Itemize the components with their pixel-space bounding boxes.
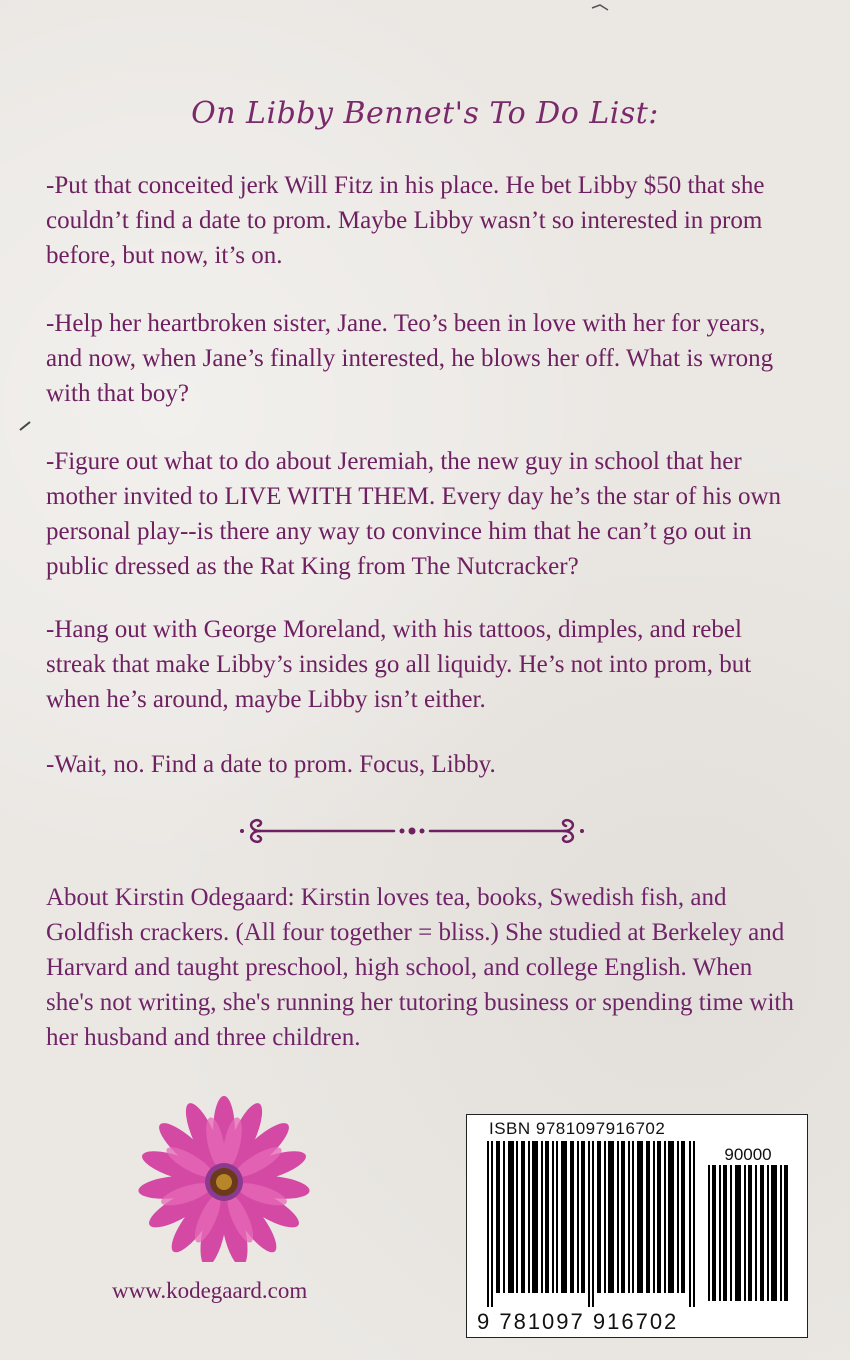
todo-item-prom-bet: -Put that conceited jerk Will Fitz in his place. He bet Libby $50 that she couldn’t find a date to prom. Maybe Libby wasn’t so interested in prom before, but now, it’s on. <box>46 172 765 269</box>
barcode-main-bars <box>485 1141 699 1307</box>
isbn-label: ISBN 9781097916702 <box>489 1119 666 1138</box>
flower-image <box>132 1096 314 1262</box>
paper-speck <box>18 420 32 432</box>
barcode-digits: 9 781097 916702 <box>477 1309 679 1334</box>
barcode-addon-bars <box>707 1165 789 1301</box>
todo-item-jeremiah: -Figure out what to do about Jeremiah, the new guy in school that her mother invited to LIVE WITH THEM. Every day he’s the star of his own personal play--is there any way to convince him that he can’t go out in public dressed as the Rat King from The Nutcracker? <box>46 448 782 580</box>
author-bio: About Kirstin Odegaard: Kirstin loves tea, books, Swedish fish, and Goldfish crackers. (All four together = bliss.) She studied at Berkeley and Harvard and taught preschool, high school, and college English. When she's not writing, she's running her tutoring business or spending time with her husband and three children. <box>46 884 794 1051</box>
barcode-addon-number: 90000 <box>724 1145 772 1164</box>
website-link[interactable]: www.kodegaard.com <box>112 1278 308 1303</box>
todo-item-sister-jane: -Help her heartbroken sister, Jane. Teo’s been in love with her for years, and now, when Jane’s finally interested, he blows her off. What is wrong with that boy? <box>46 310 774 407</box>
isbn-barcode <box>466 1114 808 1338</box>
list-heading: On Libby Bennet's To Do List: <box>191 96 659 131</box>
paper-speck <box>590 2 610 14</box>
ornamental-divider <box>234 814 590 848</box>
todo-item-focus: -Wait, no. Find a date to prom. Focus, Libby. <box>46 751 496 778</box>
todo-item-george: -Hang out with George Moreland, with his tattoos, dimples, and rebel streak that make Libby’s insides go all liquidy. He’s not into prom, but when he’s around, maybe Libby isn’t either. <box>46 616 752 713</box>
